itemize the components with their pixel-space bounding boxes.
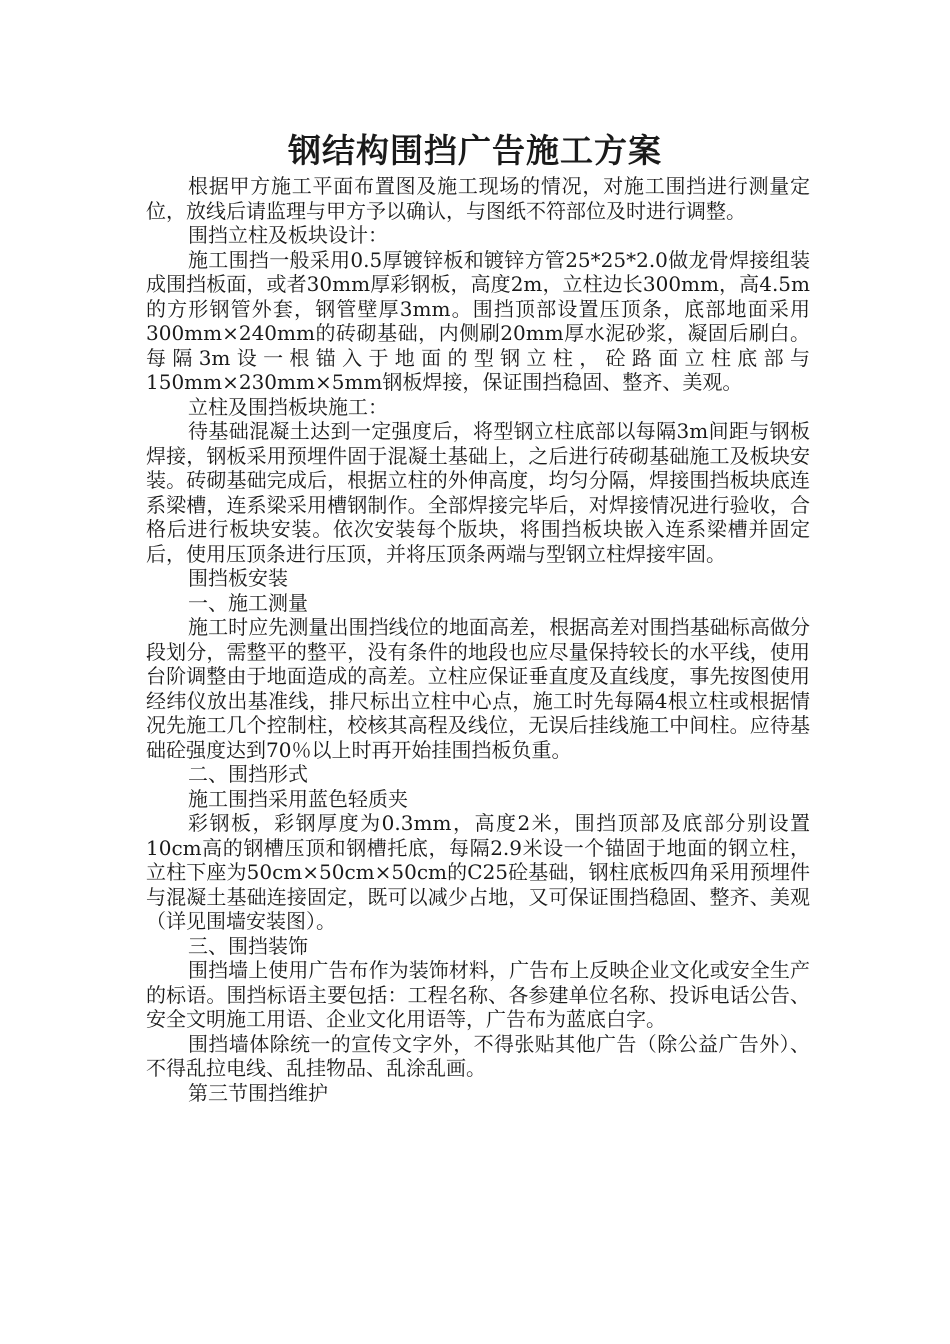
heading-section-maintenance: 第三节围挡维护	[188, 1080, 328, 1105]
heading-section-survey: 一、施工测量	[188, 590, 308, 615]
paragraph-form-detail: 彩钢板，彩钢厚度为0.3mm，高度2米，围挡顶部及底部分别设置10cm高的钢槽压顶和钢槽托底，每隔2.9米设一个锚固于地面的钢立柱，立柱下座为50cm×50cm×50cm的C25砼基础，钢柱底板四角采用预埋件与混凝土基础连接固定，既可以减少占地，又可保证围挡稳固、整齐、美观（详见围墙安装图）。	[146, 811, 810, 933]
paragraph-survey-intro: 根据甲方施工平面布置图及施工现场的情况，对施工围挡进行测量定位，放线后请监理与甲方予以确认，与图纸不符部位及时进行调整。	[146, 174, 810, 223]
paragraph-column-panel-construction: 待基础混凝土达到一定强度后，将型钢立柱底部以每隔3m间距与钢板焊接，钢板采用预埋件固于混凝土基础上，之后进行砖砌基础施工及板块安装。砖砌基础完成后，根据立柱的外伸高度，均匀分隔，焊接围挡板块底连系梁槽，连系梁采用槽钢制作。全部焊接完毕后，对焊接情况进行验收，合格后进行板块安装。依次安装每个版块，将围挡板块嵌入连系梁槽并固定后，使用压顶条进行压顶，并将压顶条两端与型钢立柱焊接牢固。	[146, 419, 810, 566]
heading-panel-installation: 围挡板安装	[188, 566, 288, 590]
heading-column-panel-design: 围挡立柱及板块设计：	[188, 223, 388, 247]
heading-column-panel-construction: 立柱及围挡板块施工：	[188, 394, 388, 419]
paragraph-column-panel-design: 施工围挡一般采用0.5厚镀锌板和镀锌方管25*25*2.0做龙骨焊接组装成围挡板面，或者30mm厚彩钢板，高度2m，立柱边长300mm，高4.5m的方形钢管外套，钢管壁厚3mm。围挡顶部设置压顶条，底部地面采用300mm×240mm的砖砌基础，内侧刷20mm厚水泥砂浆，凝固后刷白。每隔3m设一根锚入于地面的型钢立柱，砼路面立柱底部与150mm×230mm×5mm钢板焊接，保证围挡稳固、整齐、美观。	[146, 247, 810, 394]
document-body	[146, 174, 810, 1105]
heading-section-form: 二、围挡形式	[188, 762, 308, 786]
paragraph-form-intro: 施工围挡采用蓝色轻质夹	[188, 786, 408, 811]
paragraph-survey: 施工时应先测量出围挡线位的地面高差，根据高差对围挡基础标高做分段划分，需整平的整平，没有条件的地段也应尽量保持较长的水平线，使用台阶调整由于地面造成的高差。立柱应保证垂直度及直线度，事先按图使用经纬仪放出基准线，排尺标出立柱中心点，施工时先每隔4根立柱或根据情况先施工几个控制柱，校核其高程及线位，无误后挂线施工中间柱。应待基础砼强度达到70％以上时再开始挂围挡板负重。	[146, 615, 810, 762]
document-title: 钢结构围挡广告施工方案	[288, 131, 662, 170]
paragraph-decoration-rules: 围挡墙体除统一的宣传文字外，不得张贴其他广告（除公益广告外）、不得乱拉电线、乱挂物品、乱涂乱画。	[146, 1031, 810, 1080]
heading-section-decoration: 三、围挡装饰	[188, 933, 308, 958]
paragraph-decoration: 围挡墙上使用广告布作为装饰材料，广告布上反映企业文化或安全生产的标语。围挡标语主要包括：工程名称、各参建单位名称、投诉电话公告、安全文明施工用语、企业文化用语等，广告布为蓝底白字。	[146, 958, 810, 1031]
